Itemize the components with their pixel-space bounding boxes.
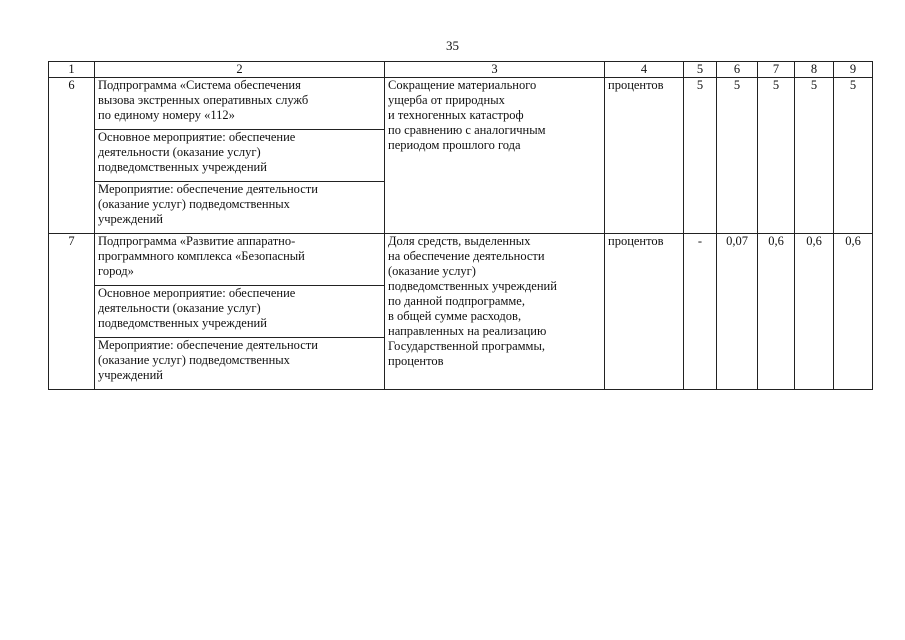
value-cell: 5 xyxy=(795,78,834,234)
indicators-table xyxy=(48,61,873,390)
indicator-cell: Сокращение материального ущерба от природных и техногенных катастроф по сравнению с аналогичным периодом прошлого года xyxy=(385,78,605,234)
value-cell: 5 xyxy=(684,78,717,234)
activity-cell: Мероприятие: обеспечение деятельности (оказание услуг) подведомственных учреждений xyxy=(95,182,385,234)
value-cell: 0,6 xyxy=(758,234,795,390)
value-cell: 0,07 xyxy=(717,234,758,390)
column-header: 9 xyxy=(834,62,873,78)
value-cell: - xyxy=(684,234,717,390)
column-header: 2 xyxy=(95,62,385,78)
table-row xyxy=(49,234,873,286)
value-cell: 5 xyxy=(834,78,873,234)
unit-cell: процентов xyxy=(605,78,684,234)
subprogram-cell: Подпрограмма «Развитие аппаратно- программного комплекса «Безопасный город» xyxy=(95,234,385,286)
table-row xyxy=(49,78,873,130)
column-header: 4 xyxy=(605,62,684,78)
column-number-row xyxy=(49,62,873,78)
main-activity-cell: Основное мероприятие: обеспечение деятельности (оказание услуг) подведомственных учреждений xyxy=(95,130,385,182)
row-number: 6 xyxy=(49,78,95,234)
column-header: 7 xyxy=(758,62,795,78)
column-header: 8 xyxy=(795,62,834,78)
value-cell: 5 xyxy=(758,78,795,234)
value-cell: 5 xyxy=(717,78,758,234)
column-header: 3 xyxy=(385,62,605,78)
value-cell: 0,6 xyxy=(834,234,873,390)
page-number: 35 xyxy=(446,38,459,53)
main-activity-cell: Основное мероприятие: обеспечение деятельности (оказание услуг) подведомственных учреждений xyxy=(95,286,385,338)
column-header: 1 xyxy=(49,62,95,78)
row-number: 7 xyxy=(49,234,95,390)
unit-cell: процентов xyxy=(605,234,684,390)
column-header: 6 xyxy=(717,62,758,78)
column-header: 5 xyxy=(684,62,717,78)
activity-cell: Мероприятие: обеспечение деятельности (оказание услуг) подведомственных учреждений xyxy=(95,338,385,390)
indicator-cell: Доля средств, выделенных на обеспечение деятельности (оказание услуг) подведомственных учреждений по данной подпрограмме, в общей сумме расходов, направленных на реализацию Государственной программы, процентов xyxy=(385,234,605,390)
subprogram-cell: Подпрограмма «Система обеспечения вызова экстренных оперативных служб по единому номеру «112» xyxy=(95,78,385,130)
value-cell: 0,6 xyxy=(795,234,834,390)
